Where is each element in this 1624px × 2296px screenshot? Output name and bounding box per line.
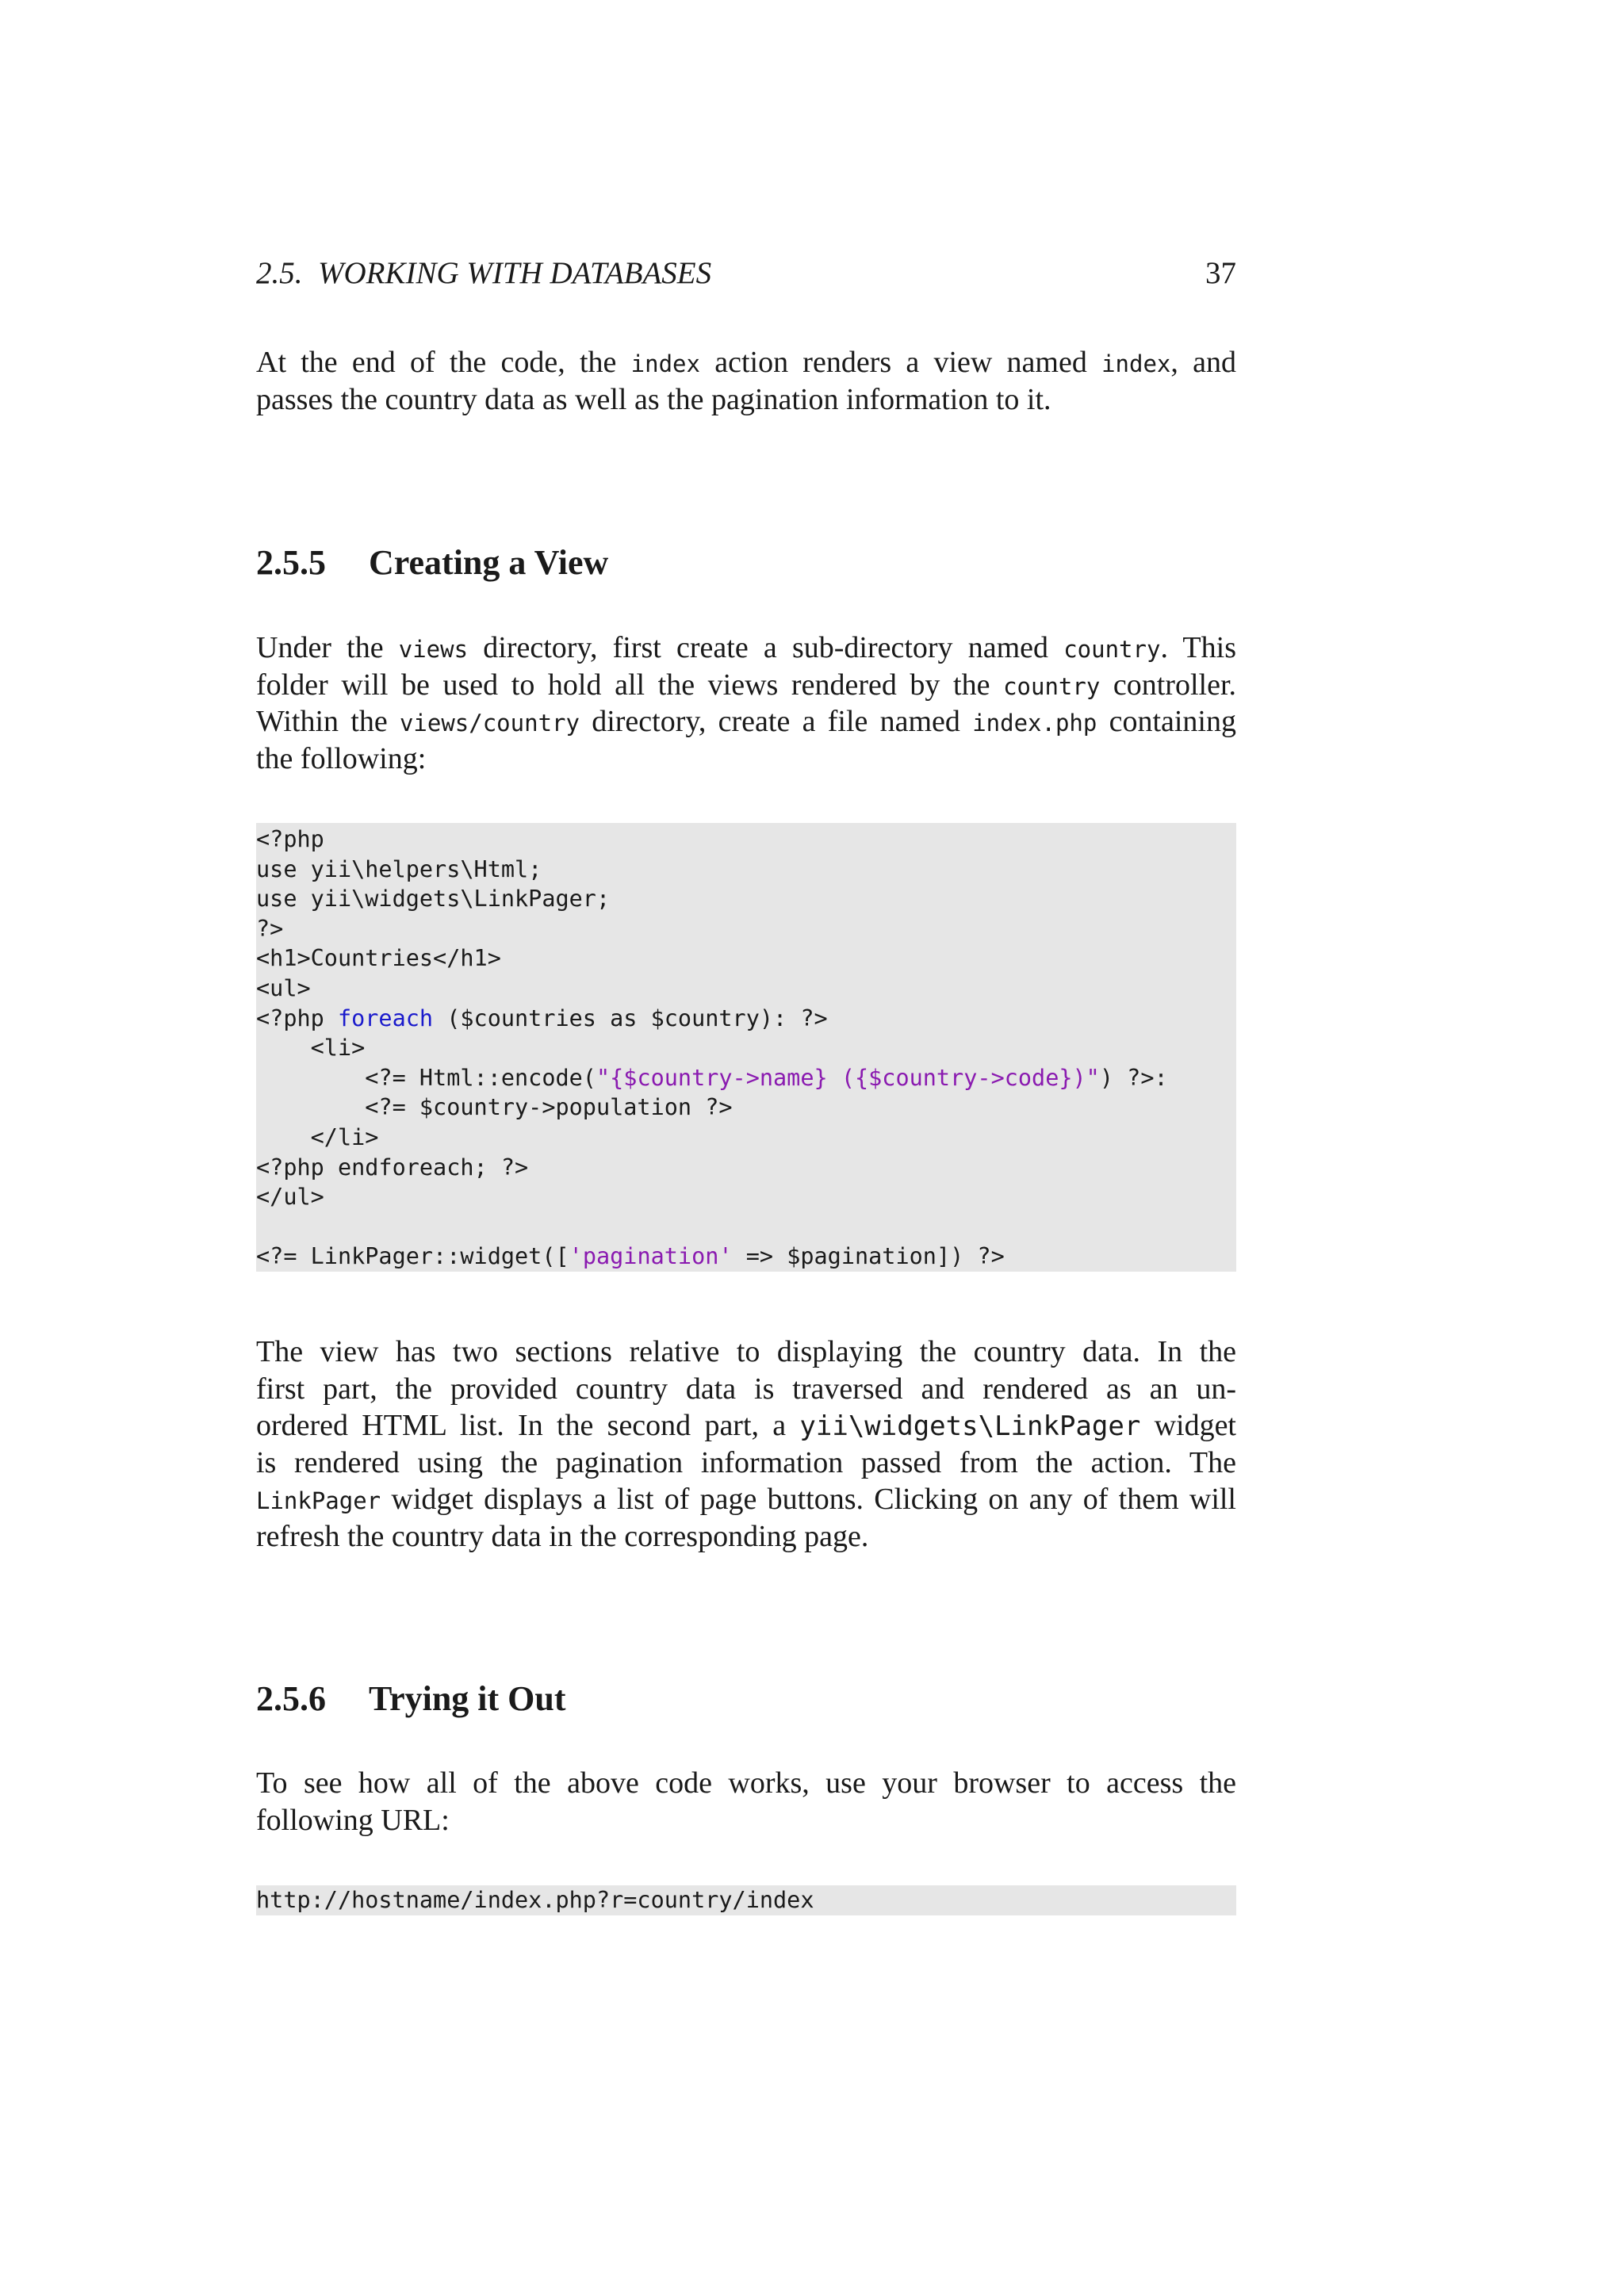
inline-code: country <box>1003 672 1101 700</box>
code-line: <ul> <box>256 974 311 1001</box>
url-code-block: http://hostname/index.php?r=country/index <box>256 1885 1236 1915</box>
paragraph-line: is rendered using the pagination information passed from the action. The <box>256 1445 1236 1479</box>
paragraph-line: Within the views/country directory, create a file named index.php containing <box>256 705 1236 738</box>
inline-code: views/country <box>399 710 580 737</box>
paragraph-line: following URL: <box>256 1803 450 1837</box>
section-2-5-6-paragraph-1 <box>256 1765 1236 1839</box>
code-line: use yii\helpers\Html; <box>256 855 542 882</box>
code-line: </ul> <box>256 1184 324 1211</box>
paragraph-line: passes the country data as well as the pagination information to it. <box>256 382 1051 416</box>
paragraph-line: LinkPager widget displays a list of page buttons. Clicking on any of them will <box>256 1483 1236 1516</box>
section-2-5-5-paragraph-2 <box>256 1334 1236 1555</box>
code-string: "{$country->name} ({$country->code})" <box>596 1064 1100 1091</box>
inline-code: views <box>398 636 469 663</box>
running-head-section: 2.5. WORKING WITH DATABASES <box>256 256 712 290</box>
inline-code: index.php <box>972 710 1097 737</box>
code-line: use yii\widgets\LinkPager; <box>256 886 611 913</box>
code-line: <h1>Countries</h1> <box>256 945 501 972</box>
inline-code: index <box>1101 350 1171 377</box>
section-heading-2-5-6: 2.5.6 Trying it Out <box>256 1679 566 1718</box>
code-line: <?= LinkPager::widget(['pagination' => $pagination]) ?> <box>256 1243 1005 1270</box>
code-line: <?php <box>256 826 324 852</box>
paragraph-line: first part, the provided country data is traversed and rendered as an un- <box>256 1372 1236 1406</box>
code-keyword: foreach <box>337 1004 434 1031</box>
paragraph-line: To see how all of the above code works, use your browser to access the <box>256 1766 1236 1800</box>
paragraph-line: Under the views directory, first create a sub-directory named country. This <box>256 631 1236 664</box>
paragraph-line: the following: <box>256 741 427 775</box>
code-block <box>256 823 1236 1272</box>
code-line <box>256 1212 1236 1242</box>
inline-code: index <box>630 350 700 377</box>
code-line: <li> <box>256 1035 366 1062</box>
code-string: 'pagination' <box>569 1243 733 1270</box>
inline-code: country <box>1063 636 1161 663</box>
code-line: <?php endforeach; ?> <box>256 1154 529 1181</box>
inline-code: yii\widgets\LinkPager <box>799 1410 1141 1442</box>
page-number: 37 <box>1205 256 1236 290</box>
section-heading-2-5-5: 2.5.5 Creating a View <box>256 543 609 582</box>
code-line: ?> <box>256 915 284 942</box>
intro-paragraph <box>256 344 1236 418</box>
paragraph-line: The view has two sections relative to displaying the country data. In the <box>256 1335 1236 1368</box>
running-head <box>256 255 1236 295</box>
paragraph-line: refresh the country data in the corresponding page. <box>256 1519 869 1553</box>
code-line: <?php foreach ($countries as $country): ?> <box>256 1004 828 1031</box>
paragraph-line: ordered HTML list. In the second part, a yii\widgets\LinkPager widget <box>256 1409 1236 1442</box>
code-line: <?= Html::encode("{$country->name} ({$country->code})") ?>: <box>256 1064 1168 1091</box>
code-line: <?= $country->population ?> <box>256 1094 733 1121</box>
paragraph-line: folder will be used to hold all the views rendered by the country controller. <box>256 668 1236 702</box>
code-line: </li> <box>256 1123 379 1150</box>
section-2-5-5-paragraph-1 <box>256 629 1236 777</box>
paragraph-line: At the end of the code, the index action renders a view named index, and <box>256 346 1237 379</box>
inline-code: LinkPager <box>256 1487 381 1514</box>
